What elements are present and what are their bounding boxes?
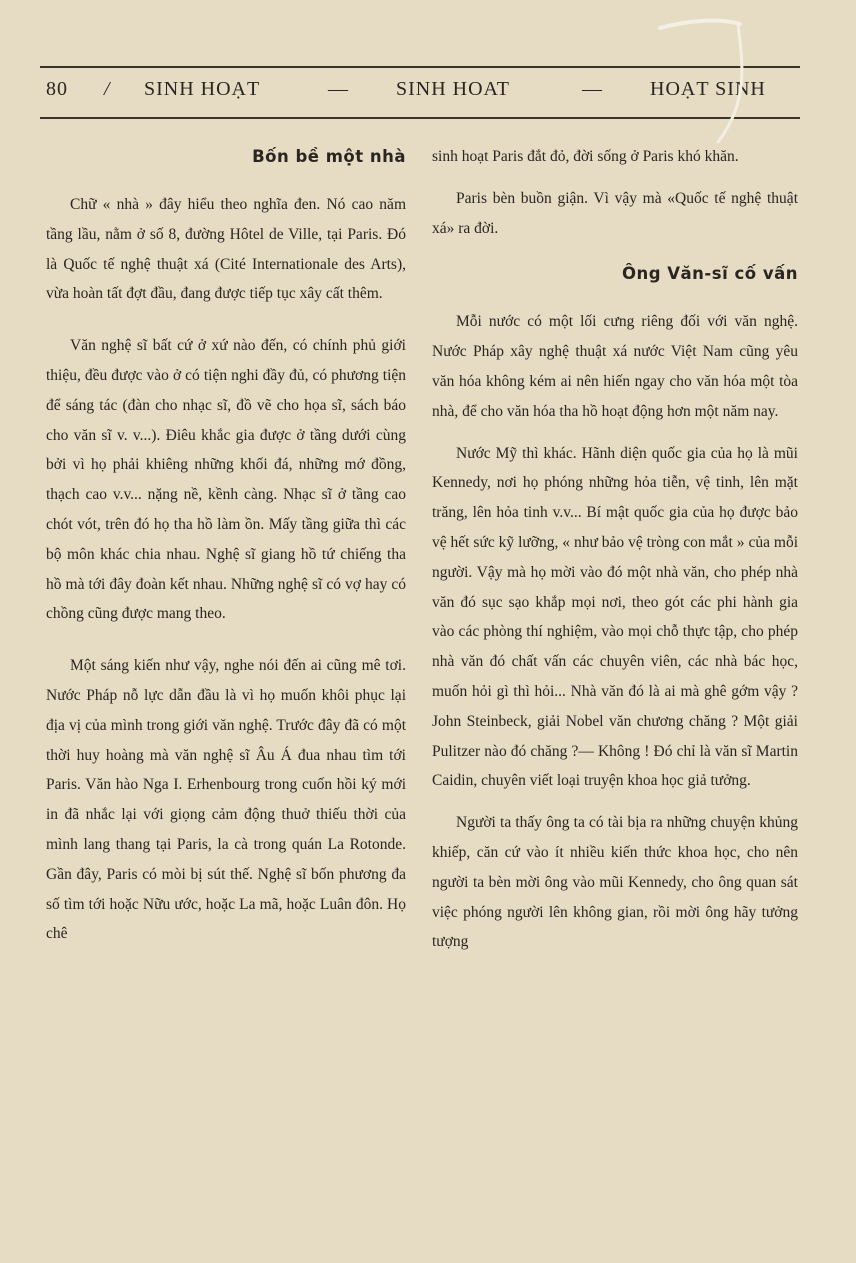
right-column (432, 142, 798, 957)
right-lead-paragraph-1: sinh hoạt Paris đắt đỏ, đời sống ở Paris khó khăn. (432, 148, 739, 165)
header-section-3: HOẠT SINH (650, 78, 766, 100)
header-separator: / (104, 78, 111, 100)
right-paragraph-2: Nước Mỹ thì khác. Hãnh diện quốc gia của họ là mũi Kennedy, nơi họ phóng những hỏa tiễn, vệ tinh, lên mặt trăng, lên hỏa tinh v.v... Bí mật quốc gia của họ được bảo vệ hết sức kỹ lưỡng, « như bảo vệ tròng con mắt » của mỗi người. Vậy mà họ mời vào đó một nhà văn, cho phép nhà văn đó sục sạo khắp mọi nơi, theo gót các phi hành gia vào các phòng thí nghiệm, vào mọi chỗ thực tập, cho phép nhà văn đó chất vấn các chuyên viên, các nhà bác học, muốn hỏi gì thì hỏi... Nhà văn đó là ai mà ghê gớm vậy ? John Steinbeck, giải Nobel văn chương chăng ? Một giải Pulitzer nào đó chăng ?— Không ! Đó chỉ là văn sĩ Martin Caidin, chuyên viết loại truyện khoa học giả tưởng. (432, 444, 798, 790)
right-lead-paragraph-2: Paris bèn buồn giận. Vì vậy mà «Quốc tế nghệ thuật xá» ra đời. (432, 189, 798, 237)
header-dash-2: — (582, 78, 603, 100)
header-rule-top (40, 66, 800, 68)
left-section-heading: Bốn bề một nhà (252, 147, 406, 166)
page-number: 80 (46, 78, 68, 100)
right-paragraph-1: Mỗi nước có một lối cưng riêng đối với văn nghệ. Nước Pháp xây nghệ thuật xá nước Việt Nam cũng yêu văn hóa không kém ai nên hiến ngay cho văn hóa một tòa nhà, để cho văn hóa tha hồ hoạt động hơn một năm nay. (432, 313, 798, 420)
left-column (46, 142, 406, 949)
running-head (46, 78, 798, 106)
header-rule-bottom (40, 117, 800, 119)
left-paragraph-3: Một sáng kiến như vậy, nghe nói đến ai cũng mê tơi. Nước Pháp nỗ lực dẫn đầu là vì họ muốn khôi phục lại địa vị của mình trong giới văn nghệ. Trước đây đã có một thời huy hoàng mà văn nghệ sĩ Âu Á đua nhau tìm tới Paris. Văn hào Nga I. Erhenbourg trong cuốn hồi ký mới in đã nhắc lại với giọng cảm động thuở thiếu thời của mình lang thang tại Paris, la cà trong quán La Rotonde. Gần đây, Paris có mòi bị sút thế. Nghệ sĩ bốn phương đa số tìm tới hoặc Nữu ước, hoặc La mã, hoặc Luân đôn. Họ chê (46, 657, 406, 943)
right-section-heading: Ông Văn-sĩ cố vấn (621, 264, 798, 284)
right-paragraph-3: Người ta thấy ông ta có tài bịa ra những chuyện khủng khiếp, căn cứ vào ít nhiều kiến thức khoa học, cho nên người ta bèn mời ông vào mũi Kennedy, cho ông quan sát việc phóng người lên không gian, rồi mời ông hãy tưởng tượng (432, 814, 798, 951)
left-paragraph-2: Văn nghệ sĩ bất cứ ở xứ nào đến, có chính phủ giới thiệu, đều được vào ở có tiện nghi đầy đủ, có phương tiện để sáng tác (đàn cho nhạc sĩ, đồ vẽ cho họa sĩ, sách báo cho văn sĩ v. v...). Điêu khắc gia được ở tầng dưới cùng bởi vì họ phải khiêng những khối đá, những mớ đồng, thạch cao v.v... nặng nề, kềnh càng. Nhạc sĩ ở tầng cao chót vót, trên đó họ tha hồ làm ồn. Mấy tầng giữa thì các bộ môn khác chia nhau. Nghệ sĩ giang hồ tứ chiếng tha hồ mà tới đây đoàn kết nhau. Những nghệ sĩ có vợ hay có chồng cũng được mang theo. (46, 337, 406, 623)
header-dash-1: — (328, 78, 349, 100)
header-section-1: SINH HOẠT (144, 78, 261, 100)
left-paragraph-1: Chữ « nhà » đây hiểu theo nghĩa đen. Nó cao năm tầng lầu, nằm ở số 8, đường Hôtel de Ville, tại Paris. Đó là Quốc tế nghệ thuật xá (Cité Internationale des Arts), vừa hoàn tất đợt đầu, đang được tiếp tục xây cất thêm. (46, 196, 406, 303)
header-section-2: SINH HOAT (396, 78, 510, 100)
